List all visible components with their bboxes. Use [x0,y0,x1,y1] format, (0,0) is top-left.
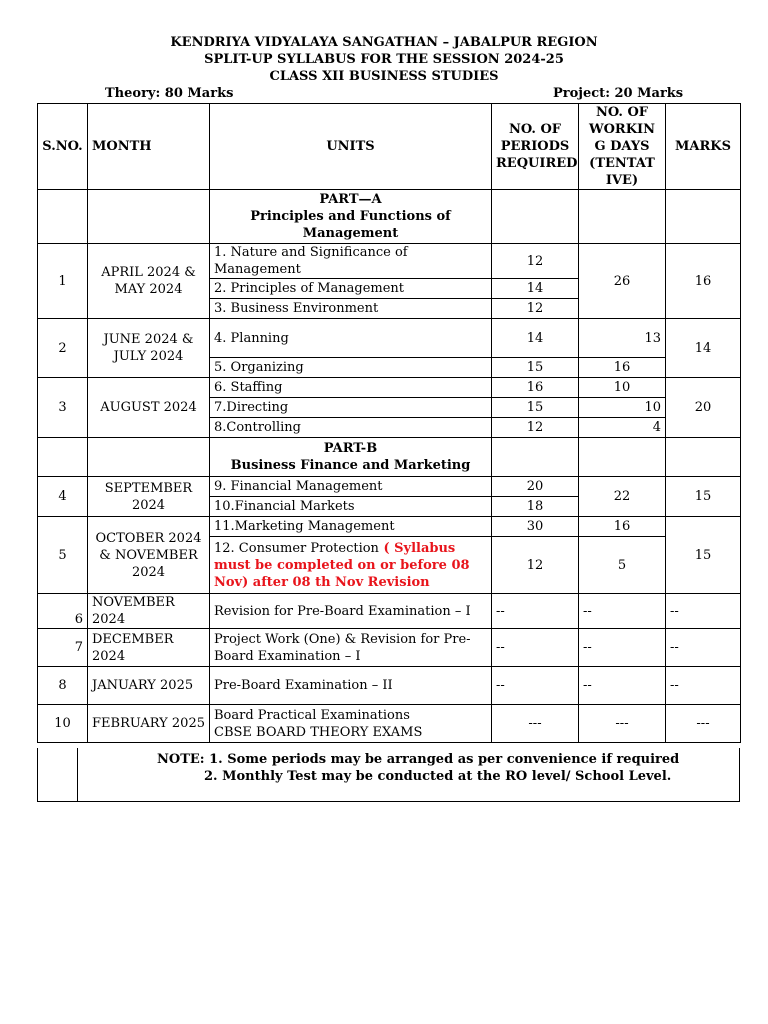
row-9-month: FEBRUARY 2025 [88,705,210,743]
row-8-marks: -- [666,667,741,705]
row-4-unit-2: 10.Financial Markets [210,497,492,517]
table-row [38,705,741,743]
col-header-days: NO. OF WORKIN G DAYS (TENTAT IVE) [579,104,666,190]
project-marks: Project: 20 Marks [553,86,684,101]
header-line-3: CLASS XII BUSINESS STUDIES [269,69,499,84]
row-6-periods: -- [492,594,579,629]
syllabus-table [37,103,741,743]
row-1-days: 26 [579,244,666,319]
table-row [38,319,741,358]
row-5-marks: 15 [666,517,741,594]
row-5-unit-2-days: 5 [579,537,666,594]
row-7-days: -- [579,629,666,667]
row-9-marks: --- [666,705,741,743]
row-9-units [210,705,492,743]
note-line-1: NOTE: 1. Some periods may be arranged as per convenience if required [157,752,680,767]
row-1-unit-1-periods: 12 [492,244,579,279]
table-header-row [38,104,741,190]
part-a-title: Principles and Functions of Management [250,209,451,241]
row-6-days: -- [579,594,666,629]
row-9-sno: 10 [38,705,88,743]
row-2-unit-1-days: 13 [579,319,666,358]
table-row [38,517,741,537]
part-b-title: Business Finance and Marketing [230,458,471,473]
row-2-unit-2-periods: 15 [492,358,579,378]
row-2-unit-2-days: 16 [579,358,666,378]
row-4-unit-2-periods: 18 [492,497,579,517]
header-line-1: KENDRIYA VIDYALAYA SANGATHAN – JABALPUR REGION [170,35,598,50]
note-box [37,748,740,802]
col-header-marks: MARKS [666,104,741,190]
row-9-periods: --- [492,705,579,743]
row-5-unit-1-periods: 30 [492,517,579,537]
part-b-heading [210,438,492,477]
table-row [38,378,741,398]
col-header-month: MONTH [88,104,210,190]
row-8-month: JANUARY 2025 [88,667,210,705]
row-8-periods: -- [492,667,579,705]
row-5-month: OCTOBER 2024 & NOVEMBER 2024 [88,517,210,594]
row-1-unit-2: 2. Principles of Management [210,279,492,299]
row-4-month: SEPTEMBER 2024 [88,477,210,517]
row-6-marks: -- [666,594,741,629]
row-7-unit: Project Work (One) & Revision for Pre-Board Examination – I [210,629,492,667]
row-7-periods: -- [492,629,579,667]
row-5-unit-2-periods: 12 [492,537,579,594]
col-header-units: UNITS [210,104,492,190]
row-4-days: 22 [579,477,666,517]
part-a-row [38,190,741,244]
table-row [38,629,741,667]
row-1-month: APRIL 2024 & MAY 2024 [88,244,210,319]
row-5-unit-2 [210,537,492,594]
row-1-unit-3-periods: 12 [492,299,579,319]
header-line-2: SPLIT-UP SYLLABUS FOR THE SESSION 2024-25 [204,52,564,67]
row-3-sno: 3 [38,378,88,438]
row-1-sno: 1 [38,244,88,319]
row-5-sno: 5 [38,517,88,594]
row-1-marks: 16 [666,244,741,319]
row-8-days: -- [579,667,666,705]
row-3-month: AUGUST 2024 [88,378,210,438]
row-2-month: JUNE 2024 & JULY 2024 [88,319,210,378]
row-2-sno: 2 [38,319,88,378]
row-3-unit-3-days: 4 [579,418,666,438]
row-5-unit-2-name: 12. Consumer Protection [214,540,379,556]
row-3-marks: 20 [666,378,741,438]
row-3-unit-3: 8.Controlling [210,418,492,438]
theory-marks: Theory: 80 Marks [105,86,234,101]
row-6-unit: Revision for Pre-Board Examination – I [210,594,492,629]
table-row [38,594,741,629]
table-row [38,667,741,705]
row-3-unit-2: 7.Directing [210,398,492,418]
row-2-unit-1: 4. Planning [210,319,492,358]
syllabus-deadline-note: ( Syllabus must be completed on or before 08 Nov) after 08 th Nov Revision [214,540,470,590]
row-1-unit-1: 1. Nature and Significance of Management [210,244,492,279]
row-3-unit-2-days: 10 [579,398,666,418]
row-6-sno: 6 [38,594,88,629]
row-4-marks: 15 [666,477,741,517]
row-3-unit-1-periods: 16 [492,378,579,398]
row-4-unit-1-periods: 20 [492,477,579,497]
part-a-heading [210,190,492,244]
row-7-sno: 7 [38,629,88,667]
row-3-unit-3-periods: 12 [492,418,579,438]
col-header-sno: S.NO. [38,104,88,190]
row-3-unit-1: 6. Staffing [210,378,492,398]
note-line-2: 2. Monthly Test may be conducted at the RO level/ School Level. [204,769,672,784]
row-2-unit-1-periods: 14 [492,319,579,358]
col-header-periods: NO. OF PERIODS REQUIRED [492,104,579,190]
row-5-unit-1: 11.Marketing Management [210,517,492,537]
row-1-unit-2-periods: 14 [492,279,579,299]
row-9-unit-1: Board Practical Examinations [214,707,410,723]
row-4-unit-1: 9. Financial Management [210,477,492,497]
row-5-unit-1-days: 16 [579,517,666,537]
table-row [38,244,741,279]
row-2-marks: 14 [666,319,741,378]
part-b-label: PART-B [323,441,378,456]
row-4-sno: 4 [38,477,88,517]
part-b-row [38,438,741,477]
row-7-month: DECEMBER 2024 [88,629,210,667]
row-7-marks: -- [666,629,741,667]
row-9-days: --- [579,705,666,743]
row-8-unit: Pre-Board Examination – II [210,667,492,705]
row-6-month: NOVEMBER 2024 [88,594,210,629]
row-2-unit-2: 5. Organizing [210,358,492,378]
note-divider [77,748,78,801]
part-a-label: PART—A [319,192,382,207]
row-3-unit-1-days: 10 [579,378,666,398]
table-row [38,477,741,497]
row-8-sno: 8 [38,667,88,705]
row-3-unit-2-periods: 15 [492,398,579,418]
row-1-unit-3: 3. Business Environment [210,299,492,319]
row-9-unit-2: CBSE BOARD THEORY EXAMS [214,724,423,740]
